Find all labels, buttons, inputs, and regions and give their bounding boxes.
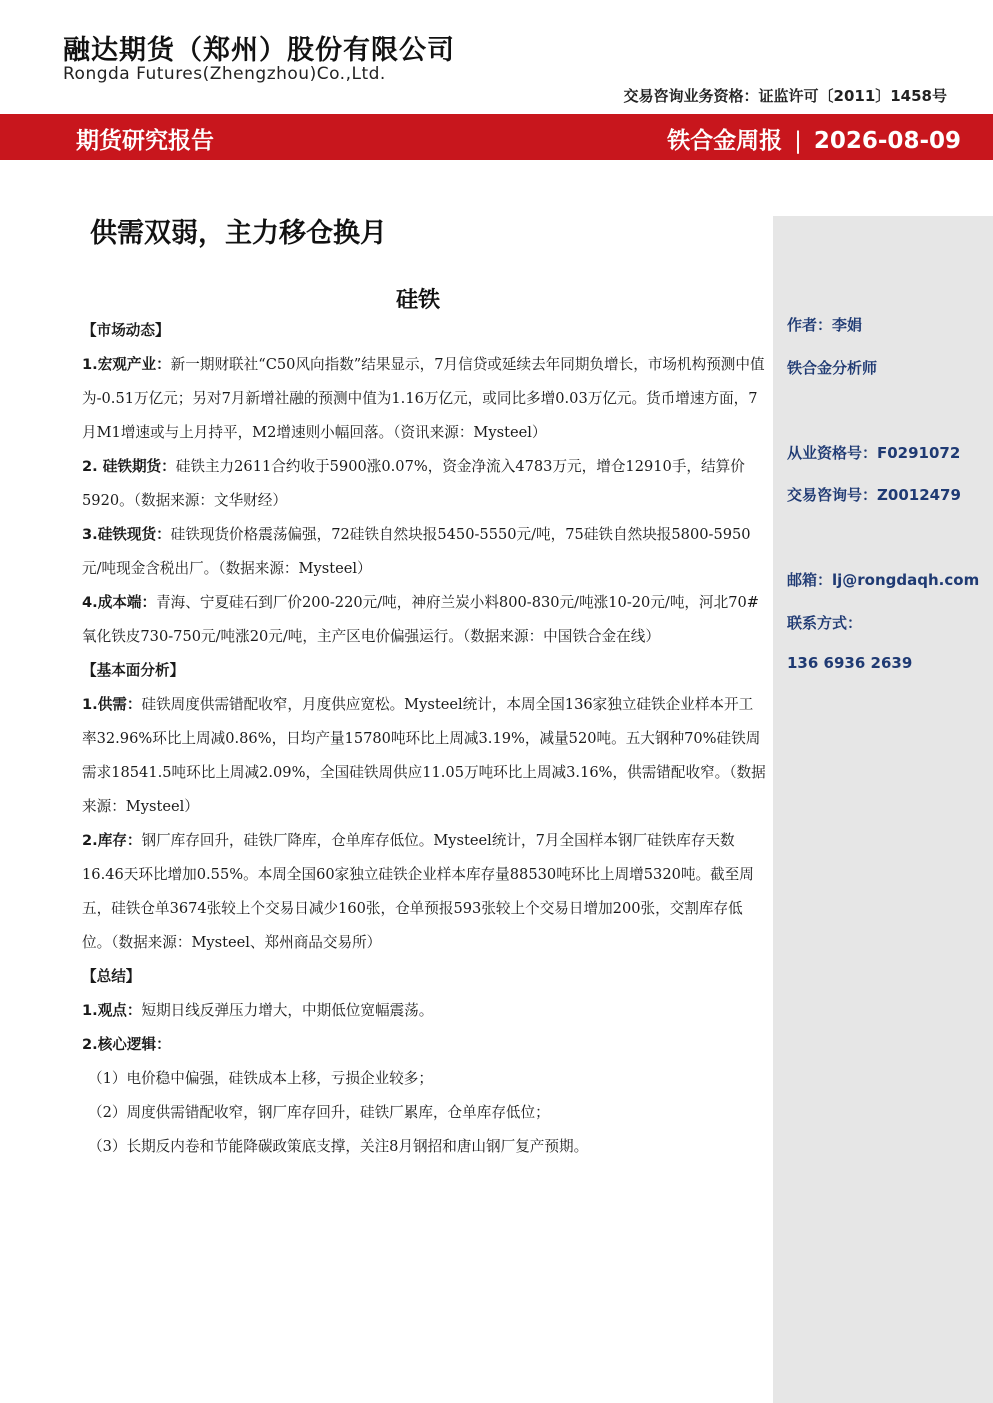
contact-label: 联系方式： bbox=[787, 614, 863, 632]
consult-number: 交易咨询号：Z0012479 bbox=[787, 486, 961, 504]
report-title: 供需双弱，主力移仓换月 bbox=[90, 218, 387, 249]
report-body bbox=[82, 314, 766, 1164]
email[interactable]: 邮箱：lj@rongdaqh.com bbox=[787, 571, 980, 589]
item-label: 2.核心逻辑： bbox=[82, 1036, 171, 1053]
summary-view bbox=[82, 994, 766, 1028]
logic-point: （2）周度供需错配收窄，钢厂库存回升，硅铁厂累库，仓单库存低位； bbox=[88, 1104, 550, 1121]
fundamental-item bbox=[82, 824, 766, 960]
item-text: 短期日线反弹压力增大，中期低位宽幅震荡。 bbox=[141, 1002, 434, 1019]
section-heading-market: 【市场动态】 bbox=[82, 322, 170, 339]
item-text: 新一期财联社“C50风向指数”结果显示，7月信贷或延续去年同期负增长，市场机构预测中值为-0.51万亿元；另对7月新增社融的预测中值为1.16万亿元，或同比多增0.03万亿元。货币增速方面，7月M1增速或与上月持平，M2增速则小幅回落。（资讯来源：Mysteel） bbox=[82, 356, 765, 441]
market-item bbox=[82, 450, 766, 518]
item-text: 钢厂库存回升，硅铁厂降库，仓单库存低位。Mysteel统计，7月全国样本钢厂硅铁库存天数16.46天环比增加0.55%。本周全国60家独立硅铁企业样本库存量88530吨环比上周增5320吨。截至周五，硅铁仓单3674张较上个交易日减少160张，仓单预报593张较上个交易日增加200张，交割库存低位。（数据来源：Mysteel、郑州商品交易所） bbox=[82, 832, 754, 951]
item-text: 硅铁主力2611合约收于5900涨0.07%，资金净流入4783万元，增仓12910手，结算价5920。（数据来源：文华财经） bbox=[82, 458, 745, 509]
item-label: 2.库存： bbox=[82, 832, 142, 849]
author-sidebar bbox=[773, 216, 993, 1403]
company-name-en: Rongda Futures(Zhengzhou)Co.,Ltd. bbox=[63, 64, 386, 84]
item-label: 4.成本端： bbox=[82, 594, 157, 611]
report-date: 2026-08-09 bbox=[813, 128, 961, 154]
author-name: 作者：李娟 bbox=[787, 316, 863, 334]
business-license: 交易咨询业务资格：证监许可〔2011〕1458号 bbox=[623, 87, 947, 105]
item-label: 1.供需： bbox=[82, 696, 142, 713]
summary-logic bbox=[82, 1028, 766, 1062]
phone-number: 136 6936 2639 bbox=[787, 654, 913, 672]
market-item bbox=[82, 586, 766, 654]
company-name-cn: 融达期货（郑州）股份有限公司 bbox=[63, 35, 455, 66]
fundamental-item bbox=[82, 688, 766, 824]
author-role: 铁合金分析师 bbox=[787, 359, 878, 377]
item-label: 2. 硅铁期货： bbox=[82, 458, 176, 475]
logic-point: （1）电价稳中偏强，硅铁成本上移，亏损企业较多； bbox=[88, 1070, 433, 1087]
report-type: 铁合金周报 bbox=[667, 128, 783, 154]
section-heading-summary: 【总结】 bbox=[82, 968, 141, 985]
item-text: 硅铁现货价格震荡偏强，72硅铁自然块报5450-5550元/吨，75硅铁自然块报5800-5950元/吨现金含税出厂。（数据来源：Mysteel） bbox=[82, 526, 751, 577]
market-item bbox=[82, 518, 766, 586]
report-banner bbox=[0, 114, 993, 160]
item-label: 3.硅铁现货： bbox=[82, 526, 171, 543]
qualification-number: 从业资格号：F0291072 bbox=[787, 444, 961, 462]
item-text: 青海、宁夏硅石到厂价200-220元/吨，神府兰炭小料800-830元/吨涨10-20元/吨，河北70#氧化铁皮730-750元/吨涨20元/吨，主产区电价偏强运行。（数据来源：中国铁合金在线） bbox=[82, 594, 760, 645]
logic-point: （3）长期反内卷和节能降碳政策底支撑，关注8月钢招和唐山钢厂复产预期。 bbox=[88, 1138, 589, 1155]
item-label: 1.观点： bbox=[82, 1002, 142, 1019]
market-item bbox=[82, 348, 766, 450]
report-type-date bbox=[667, 122, 961, 155]
banner-separator: | bbox=[794, 128, 802, 154]
section-heading-fundamental: 【基本面分析】 bbox=[82, 662, 185, 679]
report-category: 期货研究报告 bbox=[76, 128, 214, 154]
item-label: 1.宏观产业： bbox=[82, 356, 171, 373]
product-title: 硅铁 bbox=[396, 288, 441, 313]
item-text: 硅铁周度供需错配收窄，月度供应宽松。Mysteel统计，本周全国136家独立硅铁企业样本开工率32.96%环比上周减0.86%，日均产量15780吨环比上周减3.19%，减量520吨。五大钢种70%硅铁周需求18541.5吨环比上周减2.09%，全国硅铁周供应11.05万吨环比上周减3.16%，供需错配收窄。（数据来源：Mysteel） bbox=[82, 696, 766, 815]
